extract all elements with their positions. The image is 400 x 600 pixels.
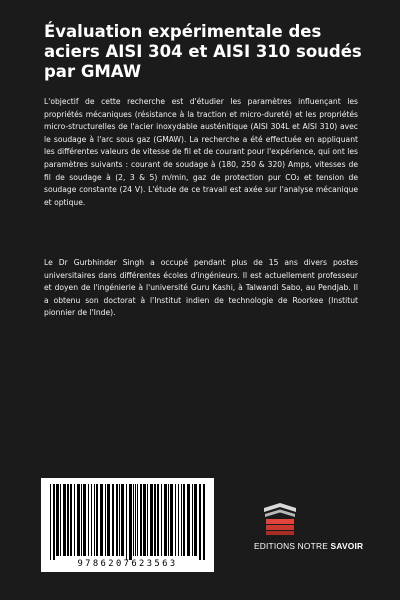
publisher-suffix: SAVOIR [330, 541, 364, 551]
barcode-bar [137, 484, 138, 556]
barcode-bar [88, 484, 89, 556]
barcode-bar [50, 484, 51, 560]
barcode-bar [135, 484, 136, 556]
barcode-bar [100, 484, 103, 556]
barcode-bar [96, 484, 98, 556]
barcode-bar [53, 484, 55, 560]
barcode-bar [140, 484, 142, 556]
barcode-bar [119, 484, 120, 556]
publisher-name [254, 541, 384, 551]
barcode-bar [187, 484, 190, 556]
barcode-bars [48, 484, 207, 562]
barcode-bar [67, 484, 69, 556]
barcode-bar [154, 484, 156, 556]
barcode-bar [168, 484, 169, 556]
publisher-prefix: EDITIONS NOTRE [254, 541, 328, 551]
barcode-bar [129, 484, 132, 560]
barcode-bar [56, 484, 59, 556]
barcode-bar [183, 484, 185, 556]
barcode-bar [164, 484, 167, 556]
barcode-bar [94, 484, 95, 556]
barcode-bar [143, 484, 146, 556]
barcode-bar [112, 484, 114, 556]
barcode-bar [91, 484, 92, 556]
barcode-bar [203, 484, 205, 560]
barcode-bar [192, 484, 193, 556]
book-abstract: L'objectif de cette recherche est d'étudier les paramètres influençant les propriétés mécaniques (résistance à la traction et micro-dureté) et les propriétés micro-structurelles de l'acier inoxydable austénitique (AISI 304L et AISI 310) avec le soudage à l'arc sous gaz (GMAW). La recherche a été effectuée en appliquant les différentes valeurs de vitesse de fil et de courant pour l'expérience, qui ont les paramètres suivants : courant de soudage à (180, 250 & 320) Amps, vitesses de fil de soudage à (2, 3 & 5) m/min, gaz de protection pur CO₂ et tension de soudage constante (24 V). L'étude de ce travail est axée sur l'analyse mécanique et optique. [44, 97, 358, 207]
isbn-number: 9786207623563 [77, 559, 178, 569]
barcode-bar [181, 484, 182, 556]
stacked-books-icon [262, 502, 298, 540]
barcode-bar [161, 484, 162, 556]
book-title: Évaluation expérimentale des aciers AISI 304 et AISI 310 soudés par GMAW [44, 22, 362, 81]
barcode-bar [107, 484, 110, 556]
barcode-bar [121, 484, 124, 556]
barcode-bar [105, 484, 106, 556]
barcode-bar [81, 484, 82, 556]
barcode-bar [157, 484, 159, 556]
barcode-bar [83, 484, 86, 556]
barcode-bar [126, 484, 127, 560]
barcode-bar [60, 484, 61, 556]
barcode-bar [170, 484, 173, 556]
barcode-bar [116, 484, 118, 556]
barcode-bar [77, 484, 80, 556]
barcode-bar [74, 484, 75, 556]
barcode-bar [70, 484, 72, 556]
author-biography: Le Dr Gurbhinder Singh a occupé pendant plus de 15 ans divers postes universitaires dans différentes écoles d'ingénieurs. Il est actuellement professeur et doyen de l'ingénierie à l'université Guru Kashi, à Talwandi Sabo, au Pendjab. Il a obtenu son doctorat à l'Institut indien de technologie de Roorkee (Institut pionnier de l'Inde). [44, 258, 358, 318]
barcode-bar [150, 484, 153, 556]
barcode-bar [133, 484, 134, 556]
barcode-bar [147, 484, 148, 556]
barcode-bar [199, 484, 201, 560]
barcode-bar [175, 484, 176, 556]
isbn-barcode [41, 478, 214, 572]
barcode-bar [178, 484, 179, 556]
barcode-bar [63, 484, 66, 556]
barcode-bar [194, 484, 197, 556]
